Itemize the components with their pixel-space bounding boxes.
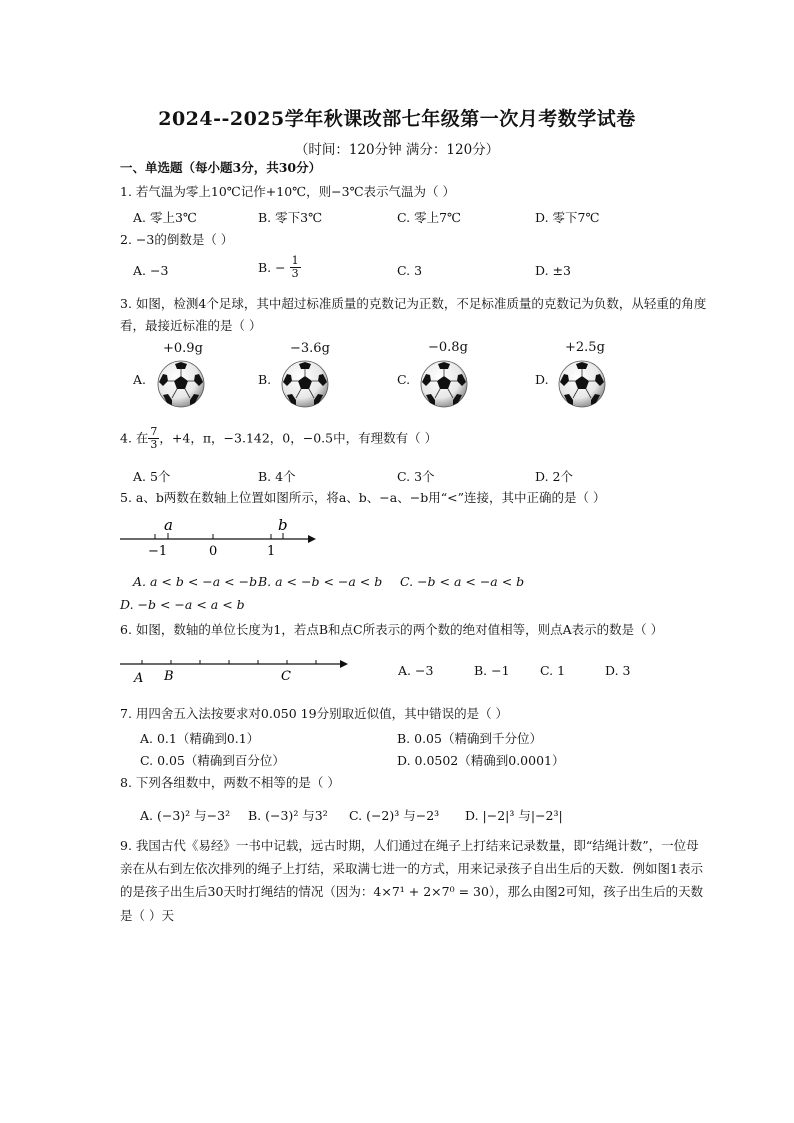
q7-option-d: D. 0.0502（精确到0.0001） (397, 753, 565, 768)
q5-point-a: a (164, 516, 173, 534)
question-7-stem: 7. 用四舍五入法按要求对0.050 19分别取近似值，其中错误的是（ ） (120, 706, 509, 721)
question-9-line3: 的是孩子出生后30天时打绳结的情况（因为：4×7¹ + 2×7⁰ = 30），那么由图2可知，孩子出生后的天数 (120, 884, 704, 899)
ball-d-label: D. (535, 372, 549, 387)
ball-c-value: −0.8g (428, 340, 468, 355)
q5-option-d: D. −b < −a < a < b (120, 597, 245, 612)
q1-option-a: A. 零上3℃ (133, 210, 197, 225)
ball-a-value: +0.9g (163, 341, 203, 356)
question-4-stem: 4. 在 $\frac{7}{3}$ ，+4，π，−3.142，0，−0.5中，有理数有（ ） (120, 425, 438, 451)
q2-option-b: B. − $\frac{1}{3}$ (258, 254, 299, 280)
q5-tick-neg1: −1 (148, 544, 168, 559)
q4-option-b: B. 4个 (258, 469, 296, 484)
q6-point-c: C (281, 669, 291, 684)
q7-option-c: C. 0.05（精确到百分位） (140, 753, 285, 768)
section-heading: 一、单选题（每小题3分，共30分） (120, 160, 322, 175)
q2-option-d: D. ±3 (535, 263, 571, 278)
q6-option-c: C. 1 (540, 663, 566, 678)
page-title: 2024--2025学年秋课改部七年级第一次月考数学试卷 (158, 108, 636, 130)
q7-option-b: B. 0.05（精确到千分位） (397, 731, 542, 746)
question-8-stem: 8. 下列各组数中，两数不相等的是（ ） (120, 775, 340, 790)
q6-point-a: A (134, 671, 144, 686)
q6-option-b: B. −1 (474, 663, 510, 678)
question-3-line2: 看，最接近标准的是（ ） (120, 318, 262, 333)
soccer-ball-b-icon (281, 360, 329, 408)
q2-option-c: C. 3 (397, 263, 423, 278)
q6-option-a: A. −3 (398, 663, 434, 678)
q2-option-a: A. −3 (133, 263, 169, 278)
soccer-ball-c-icon (420, 360, 468, 408)
question-9-line2: 亲在从右到左依次排列的绳子上打结，采取满七进一的方式，用来记录孩子自出生后的天数．例如图1表示 (120, 861, 703, 876)
ball-a-label: A. (133, 372, 147, 387)
q1-option-c: C. 零上7℃ (397, 210, 462, 225)
ball-b-label: B. (258, 372, 272, 387)
q4-option-a: A. 5个 (133, 469, 171, 484)
q5-tick-0: 0 (209, 544, 218, 559)
question-9-line4: 是（ ）天 (120, 908, 174, 923)
q5-option-b: B. a < −b < −a < b (258, 574, 383, 589)
q8-option-a: A. (−3)² 与−3² (140, 808, 231, 823)
question-9-line1: 9. 我国古代《易经》一书中记载，远古时期，人们通过在绳子上打结来记录数量，即“结绳计数”，一位母 (120, 838, 699, 853)
q6-number-line (118, 652, 358, 688)
ball-c-label: C. (397, 372, 411, 387)
question-3-line1: 3. 如图，检测4个足球，其中超过标准质量的克数记为正数，不足标准质量的克数记为负数，从轻重的角度 (120, 296, 707, 311)
q5-tick-1: 1 (267, 544, 276, 559)
question-6-stem: 6. 如图，数轴的单位长度为1，若点B和点C所表示的两个数的绝对值相等，则点A表示的数是（ ） (120, 622, 664, 637)
q7-option-a: A. 0.1（精确到0.1） (140, 731, 260, 746)
ball-d-value: +2.5g (565, 340, 605, 355)
q4-option-d: D. 2个 (535, 469, 573, 484)
q6-option-d: D. 3 (605, 663, 631, 678)
q1-option-b: B. 零下3℃ (258, 210, 323, 225)
q5-number-line (118, 514, 318, 560)
soccer-ball-a-icon (157, 360, 205, 408)
question-5-stem: 5. a、b两数在数轴上位置如图所示，将a、b、−a、−b用“<”连接，其中正确的是（ ） (120, 490, 606, 505)
question-2-stem: 2. −3的倒数是（ ） (120, 232, 234, 247)
exam-info: （时间：120分钟 满分：120分） (294, 142, 500, 158)
question-1-stem: 1. 若气温为零上10℃记作+10℃，则−3℃表示气温为（ ） (120, 184, 456, 199)
q5-option-a: A. a < b < −a < −b (133, 574, 258, 589)
q1-option-d: D. 零下7℃ (535, 210, 600, 225)
q8-option-d: D. |−2|³ 与|−2³| (465, 808, 563, 823)
q5-option-c: C. −b < a < −a < b (400, 574, 525, 589)
ball-b-value: −3.6g (290, 341, 330, 356)
q8-option-c: C. (−2)³ 与−2³ (349, 808, 440, 823)
q5-point-b: b (278, 516, 288, 534)
q8-option-b: B. (−3)² 与3² (248, 808, 328, 823)
soccer-ball-d-icon (558, 360, 606, 408)
q4-option-c: C. 3个 (397, 469, 435, 484)
q6-point-b: B (164, 669, 174, 684)
